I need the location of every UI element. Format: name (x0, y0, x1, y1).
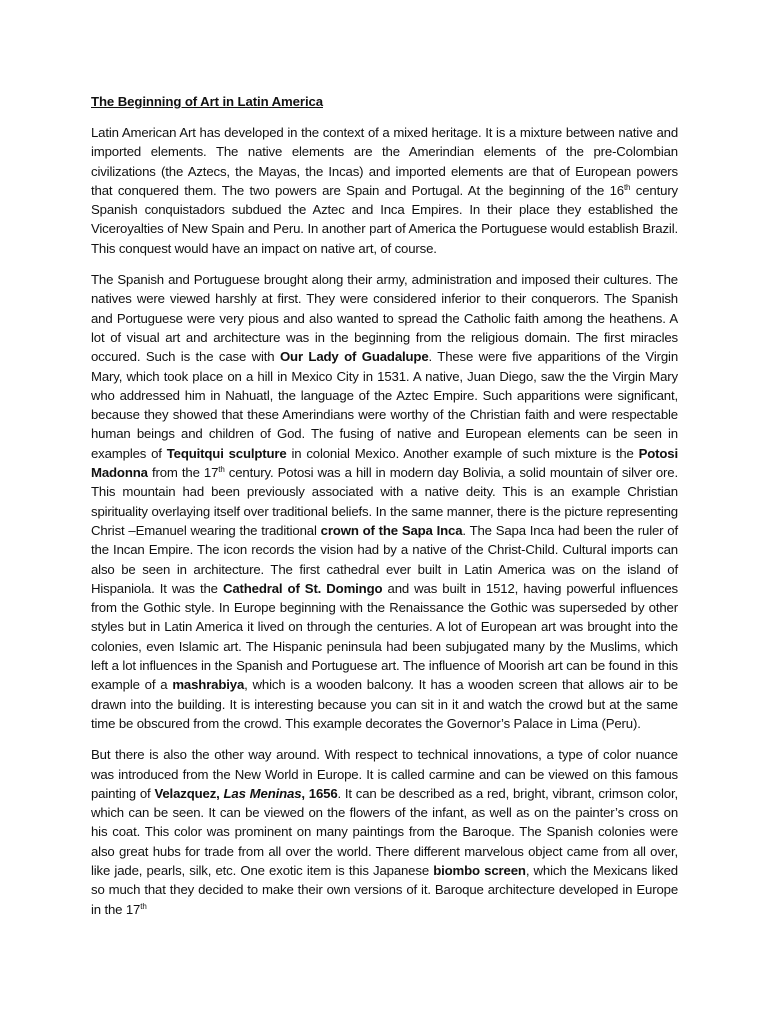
bold-term-velazquez: Velazquez, (154, 785, 224, 801)
text-run: . The Sapa Inca had been the ruler of the Incan Empire. The icon records the vision had by a native of the Christ-Child. Cultural imports can also be seen in architecture. The first cathedral ever built in Latin America was on the island of Hispaniola. It was the (91, 522, 678, 596)
text-run: But there is also the other way around. With respect to technical innovations, a type of color nuance was introduced from the New World in Europe. It is called carmine and can be viewed on this famous painting of (91, 747, 678, 801)
paragraph-3 (91, 745, 678, 919)
text-run: . It can be described as a red, bright, vibrant, crimson color, which can be seen. It can be viewed on the flowers of the infant, as well as on the painter’s cross on his coat. This color was prominent on many paintings from the Baroque. The Spanish colonies were also great hubs for trade from all over the world. There different marvelous object came from all over, like jade, pearls, silk, etc. One exotic item is this Japanese (91, 785, 678, 878)
superscript: th (218, 465, 225, 475)
bold-term-cathedral: Cathedral of St. Domingo (222, 580, 383, 596)
text-run: in colonial Mexico. Another example of such mixture is the (286, 445, 639, 461)
text-run: . These were five apparitions of the Virgin Mary, which took place on a hill in Mexico City in 1531. A native, Juan Diego, saw the the Virgin Mary who addressed him in Nahuatl, the language of the Aztec Empire. Such apparitions were significant, because they showed that these Amerindians were worthy of the Christian faith and were respectable human beings and children of God. The fusing of native and European elements can be seen in examples of (91, 349, 679, 461)
text-run: century Spanish conquistadors subdued the Aztec and Inca Empires. In their place they established the Viceroyalties of New Spain and Peru. In another part of America the Portuguese would establish Brazil. This conquest would have an impact on native art, of course. (91, 182, 679, 256)
bold-term-tequitqui: Tequitqui sculpture (166, 445, 287, 461)
text-run: The Spanish and Portuguese brought along their army, administration and imposed their cultures. The natives were viewed harshly at first. They were considered inferior to their conquerors. The Spanish and Portuguese were very pious and also wanted to spread the Catholic faith among the heathens. A lot of visual art and architecture was in the beginning from the religious domain. The first miracles occured. Such is the case with (91, 272, 678, 365)
bold-term-sapa-inca: crown of the Sapa Inca (320, 522, 463, 538)
superscript: th (140, 901, 147, 911)
bold-term-guadalupe: Our Lady of Guadalupe (279, 349, 429, 365)
bold-term-year: , 1656 (301, 785, 338, 801)
bold-term-biombo: biombo screen (433, 862, 526, 878)
bold-term-mashrabiya: mashrabiya (172, 677, 245, 693)
paragraph-1 (91, 123, 678, 258)
bold-italic-title-las-meninas: Las Meninas (223, 785, 302, 801)
document-title: The Beginning of Art in Latin America (91, 94, 323, 109)
text-run: from the 17 (147, 465, 219, 481)
superscript: th (623, 182, 631, 192)
text-run: and was built in 1512, having powerful influences from the Gothic style. In Europe beginning with the Renaissance the Gothic was superseded by other styles but in Latin America it lived on through the centuries. A lot of European art was brought into the colonies, even Islamic art. The Hispanic peninsula had been subjugated many by the Muslims, which left a lot influences in the Spanish and Portuguese art. The influence of Moorish art can be found in this example of a (91, 580, 679, 693)
text-run: , which is a wooden balcony. It has a wooden screen that allows air to be drawn into the building. It is interesting because you can sit in it and watch the crowd but at the same time be obscured from the crowd. This example decorates the Governor’s Palace in Lima (Peru). (91, 677, 678, 731)
paragraph-2 (91, 270, 678, 733)
text-run: , which the Mexicans liked so much that they decided to make their own versions of it. Baroque architecture developed in Europe in the 17 (91, 862, 678, 917)
text-run: century. Potosi was a hill in modern day Bolivia, a solid mountain of silver ore. This mountain had been previously associated with a native deity. This is an example Christian spirituality overlaying itself over traditional beliefs. In the same manner, there is the picture representing Christ –Emanuel wearing the traditional (91, 465, 678, 538)
text-run: Latin American Art has developed in the context of a mixed heritage. It is a mixture between native and imported elements. The native elements are the Amerindian elements of the pre-Colombian civilizations (the Aztecs, the Mayas, the Incas) and imported elements are that of European powers that conquered them. The two powers are Spain and Portugal. At the beginning of the 16 (91, 125, 678, 198)
bold-term-potosi: Potosi Madonna (91, 445, 678, 481)
